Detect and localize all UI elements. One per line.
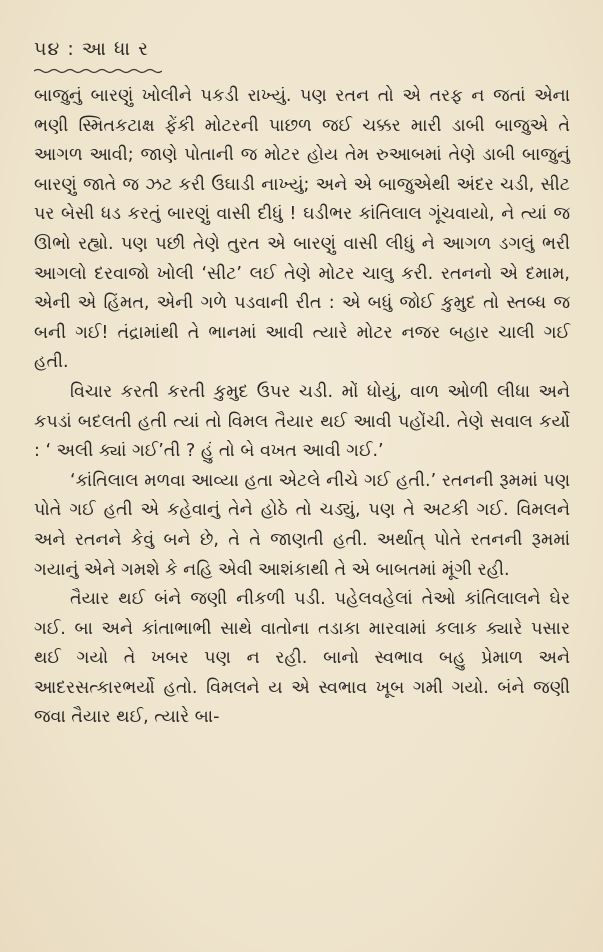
- paragraph: બાજુનું બારણું ખોલીને પકડી રાખ્યું. પણ રતન તો એ તરફ ન જતાં એના ભણી સ્મિતકટાક્ષ ફેંકી મોટરની પાછળ જઈ ચક્કર મારી ડાબી બાજુએ તે આગળ આવી; જાણે પોતાની જ મોટર હોય તેમ રુઆબમાં તેણે ડાબી બાજુનું બારણું જાતે જ ઝટ કરી ઉઘાડી નાખ્યું; અને એ બાજુએથી અંદર ચડી, સીટ પર બેસી ધડ કરતું બારણું વાસી દીધું ! ઘડીભર કાંતિલાલ ગૂંચવાયો, ને ત્યાં જ ઊભો રહ્યો. પણ પછી તેણે તુરત એ બારણું વાસી લીધું ને આગળ ડગલું ભરી આગલો દરવાજો ખોલી ‘સીટ’ લઈ તેણે મોટર ચાલુ કરી. રતનનો એ દમામ, એની એ હિંમત, એની ગળે પડવાની રીત : એ બધું જોઈ કુમુદ તો સ્તબ્ધ જ બની ગઈ! તંદ્રામાંથી તે ભાનમાં આવી ત્યારે મોટર નજર બહાર ચાલી ગઈ હતી.: [34, 86, 570, 373]
- paragraph: ‘કાંતિલાલ મળવા આવ્યા હતા એટલે નીચે ગઈ હતી.’ રતનની રૂમમાં પણ પોતે ગઈ હતી એ કહેવાનું તેને હોઠે તો ચડ્યું, પણ તે અટકી ગઈ. વિમલને અને રતનને કેવું બને છે, તે તે જાણતી હતી. અર્થાત્ પોતે રતનની રૂમમાં ગયાનું એને ગમશે કે નહિ એવી આશંકાથી તે એ બાબતમાં મૂંગી રહી.: [34, 470, 570, 580]
- paragraph: તૈયાર થઈ બંને જણી નીકળી પડી. પહેલવહેલાં તેઓ કાંતિલાલને ઘેર ગઈ. બા અને કાંતાભાભી સાથે વાતોના તડાકા મારવામાં કલાક ક્યારે પસાર થઈ ગયો તે ખબર પણ ન રહી. બાનો સ્વભાવ બહુ પ્રેમાળ અને આદરસત્કારભર્યો હતો. વિમલને ય એ સ્વભાવ ખૂબ ગમી ગયો. બંને જણી જવા તૈયાર થઈ, ત્યારે બા-: [34, 589, 570, 728]
- running-header: [34, 38, 149, 60]
- page-number: ૫૪: [34, 38, 61, 60]
- header-separator: :: [67, 38, 75, 60]
- wavy-underline: [34, 68, 162, 74]
- running-title: આ ધા ર: [81, 38, 149, 60]
- body-text: [34, 82, 570, 733]
- paragraph: વિચાર કરતી કરતી કુમુદ ઉપર ચડી. મોં ધોયું, વાળ ઓળી લીધા અને કપડાં બદલતી હતી ત્યાં તો વિમલ તૈયાર થઈ આવી પહોંચી. તેણે સવાલ કર્યો : ‘ અલી ક્યાં ગઈ’તી ? હું તો બે વખત આવી ગઈ.’: [34, 381, 570, 462]
